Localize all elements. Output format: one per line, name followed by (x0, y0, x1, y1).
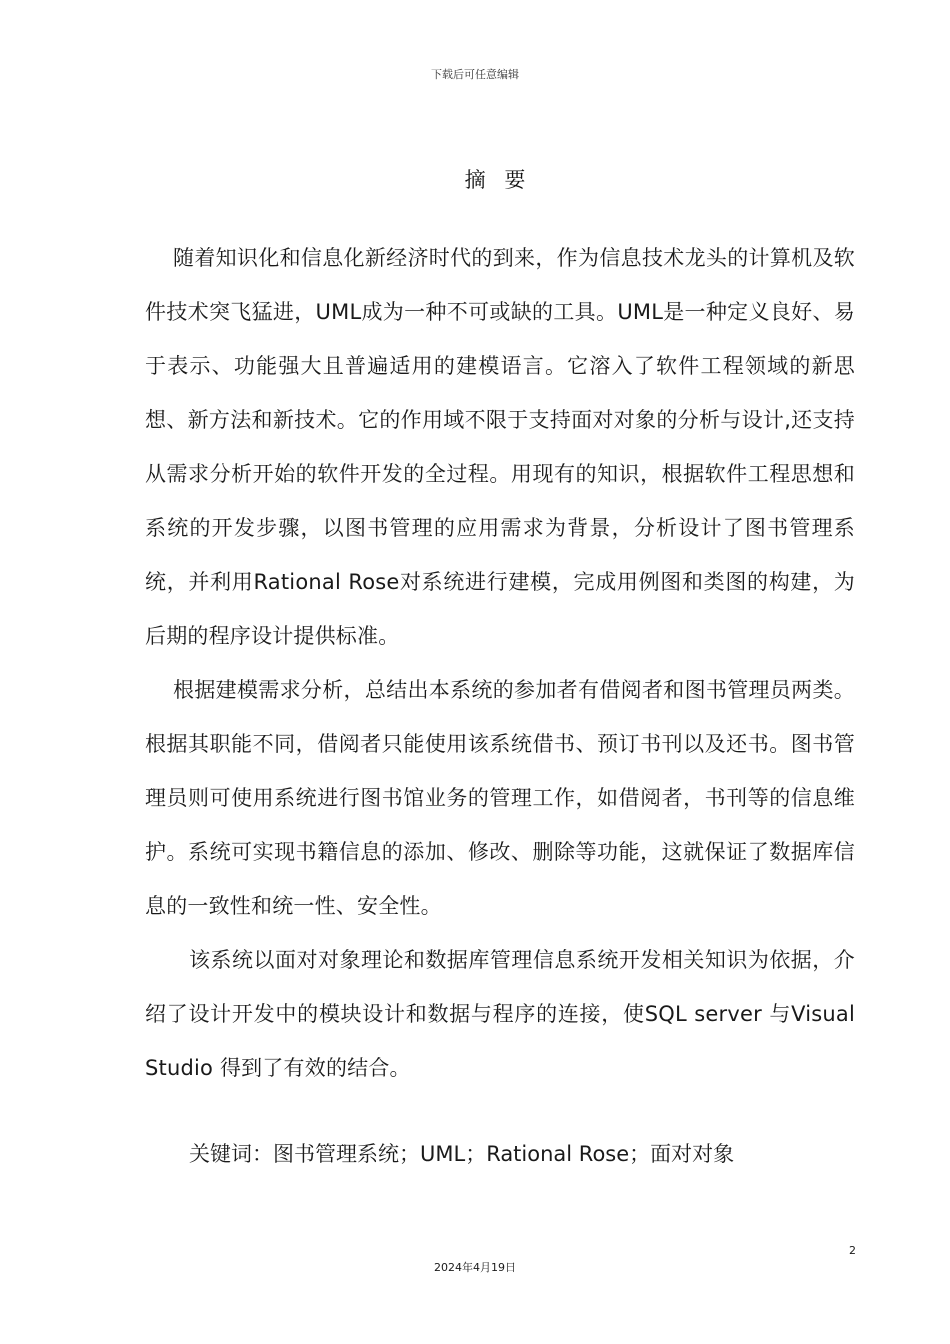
page-number: 2 (849, 1244, 856, 1257)
abstract-paragraph-1: 随着知识化和信息化新经济时代的到来，作为信息技术龙头的计算机及软件技术突飞猛进，UML成为一种不可或缺的工具。UML是一种定义良好、易于表示、功能强大且普遍适用的建模语言。它溶入了软件工程领域的新思想、新方法和新技术。它的作用域不限于支持面对对象的分析与设计,还支持从需求分析开始的软件开发的全过程。用现有的知识，根据软件工程思想和系统的开发步骤，以图书管理的应用需求为背景，分析设计了图书管理系统，并利用Rational Rose对系统进行建模，完成用例图和类图的构建，为后期的程序设计提供标准。 (145, 246, 855, 648)
abstract-title: 摘 要 (464, 168, 532, 192)
page-header-note: 下载后可任意编辑 (431, 68, 519, 81)
abstract-paragraph-2: 根据建模需求分析，总结出本系统的参加者有借阅者和图书管理员两类。根据其职能不同，借阅者只能使用该系统借书、预订书刊以及还书。图书管理员则可使用系统进行图书馆业务的管理工作，如借阅者，书刊等的信息维护。系统可实现书籍信息的添加、修改、删除等功能，这就保证了数据库信息的一致性和统一性、安全性。 (145, 678, 855, 918)
keywords-line: 关键词：图书管理系统；UML；Rational Rose；面对对象 (189, 1142, 735, 1166)
abstract-body (145, 231, 855, 1095)
footer-date: 2024年4月19日 (434, 1261, 516, 1274)
abstract-paragraph-3: 该系统以面对对象理论和数据库管理信息系统开发相关知识为依据，介绍了设计开发中的模块设计和数据与程序的连接，使SQL server 与Visual Studio 得到了有效的结合。 (145, 948, 855, 1080)
